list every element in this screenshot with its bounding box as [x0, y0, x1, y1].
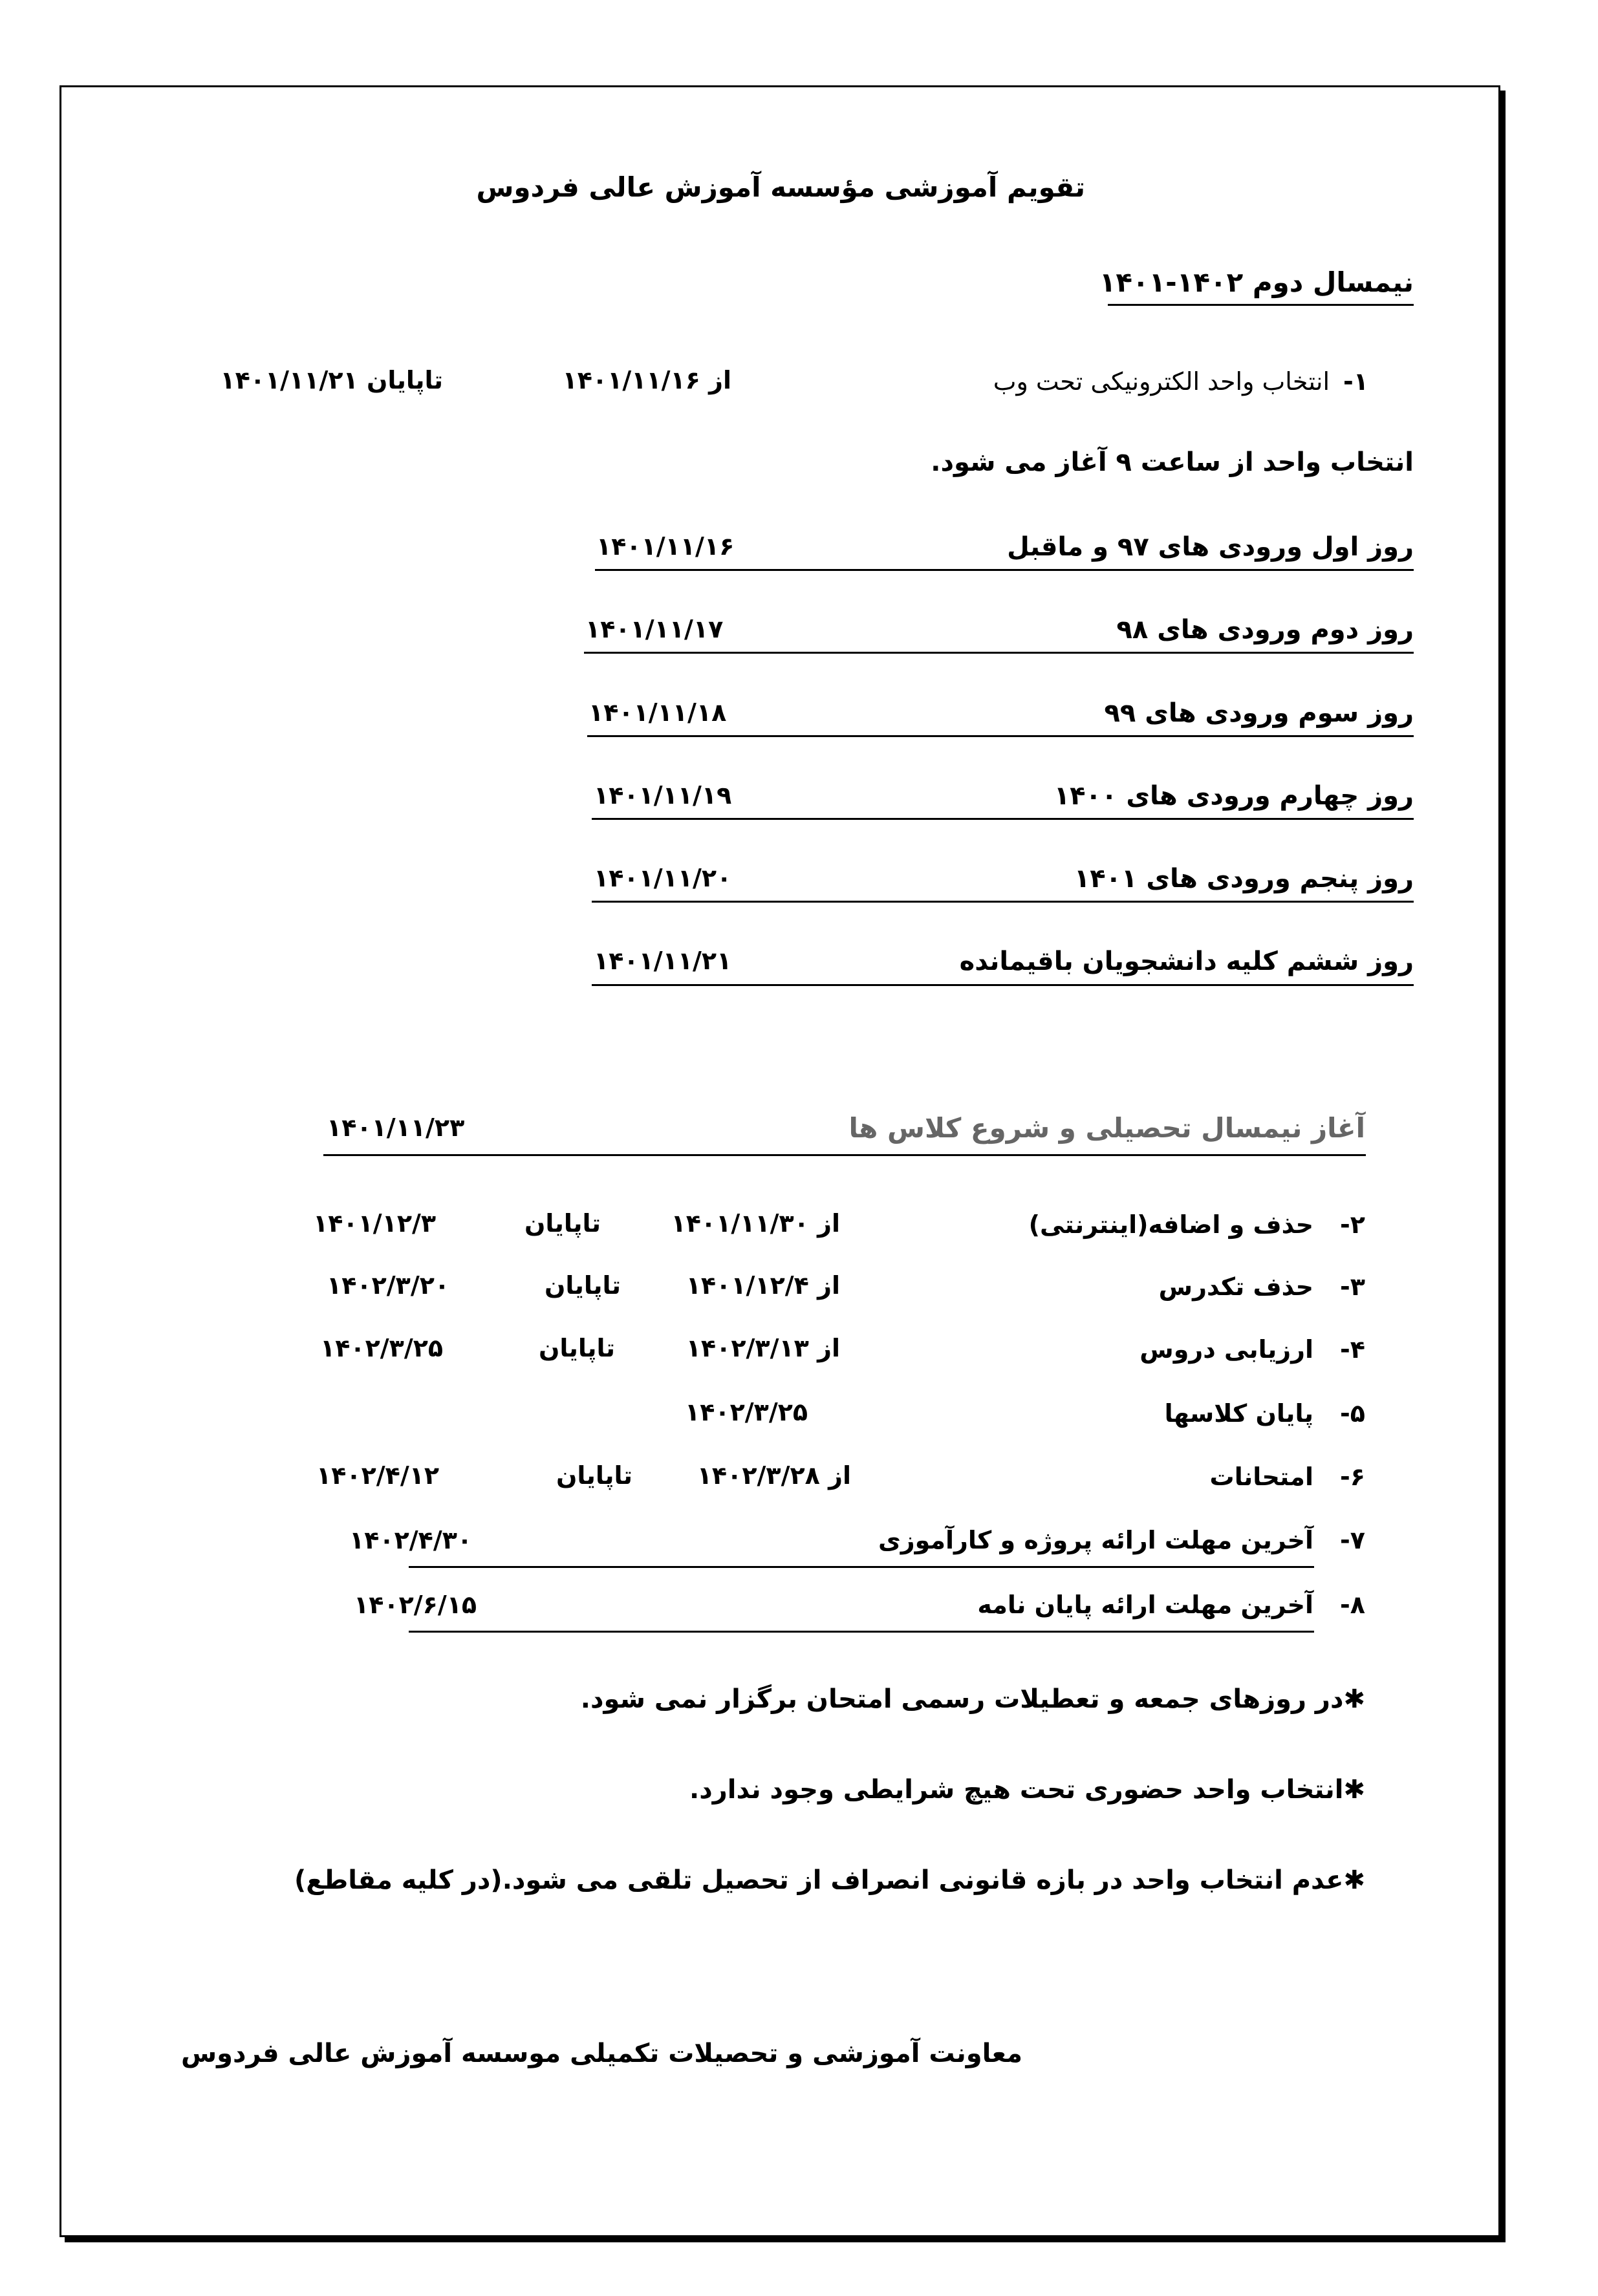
schedule-label: ارزیابی دروس: [1139, 1335, 1313, 1364]
day-underline: [584, 652, 1414, 654]
schedule-to: ۱۴۰۲/۳/۲۵: [320, 1334, 444, 1362]
schedule-until: تاپایان: [544, 1271, 621, 1300]
semester-heading: نیمسال دوم ۱۴۰۲-۱۴۰۱: [1099, 266, 1414, 298]
deadline-number: -۸: [1340, 1591, 1365, 1619]
day-date: ۱۴۰۱/۱۱/۱۹: [594, 781, 732, 810]
day-underline: [592, 901, 1414, 903]
item1-label: انتخاب واحد الکترونیکی تحت وب: [993, 367, 1330, 396]
schedule-from: از ۱۴۰۲/۳/۱۳: [686, 1334, 840, 1362]
day-label: روز دوم ورودی های ۹۸: [1116, 615, 1414, 645]
day-date: ۱۴۰۱/۱۱/۲۰: [594, 864, 732, 892]
day-underline: [592, 818, 1414, 820]
deadline-label: آخرین مهلت ارائه پایان نامه: [977, 1591, 1313, 1619]
schedule-to: ۱۴۰۲/۳/۲۰: [327, 1271, 450, 1300]
page-border: [59, 85, 1500, 2237]
note-item: ✱عدم انتخاب واحد در بازه قانونی انصراف از تحصیل تلقی می شود.(در کلیه مقاطع): [294, 1865, 1365, 1895]
selection-start-note: انتخاب واحد از ساعت ۹ آغاز می شود.: [931, 447, 1414, 477]
schedule-number: -۲: [1340, 1210, 1365, 1239]
schedule-to: ۱۴۰۱/۱۲/۳: [313, 1209, 437, 1238]
day-label: روز چهارم ورودی های ۱۴۰۰: [1053, 781, 1414, 811]
note-item: ✱در روزهای جمعه و تعطیلات رسمی امتحان برگزار نمی شود.: [580, 1684, 1365, 1714]
schedule-date: ۱۴۰۲/۳/۲۵: [685, 1398, 808, 1426]
asterisk-icon: ✱: [1343, 1775, 1365, 1805]
day-label: روز اول ورودی های ۹۷ و ماقبل: [1007, 532, 1414, 562]
classes-start-label: آغاز نیمسال تحصیلی و شروع کلاس ها: [848, 1112, 1365, 1144]
item1-to: تاپایان ۱۴۰۱/۱۱/۲۱: [220, 366, 443, 394]
item1-number: -۱: [1343, 367, 1368, 396]
day-underline: [592, 984, 1414, 986]
footer-signature: معاونت آموزشی و تحصیلات تکمیلی موسسه آموزش عالی فردوس: [180, 2039, 1022, 2068]
day-label: روز ششم کلیه دانشجویان باقیمانده: [959, 947, 1414, 976]
schedule-until: تاپایان: [556, 1461, 632, 1490]
day-underline: [595, 569, 1414, 571]
schedule-from: از ۱۴۰۱/۱۲/۴: [686, 1271, 840, 1300]
schedule-from: از ۱۴۰۲/۳/۲۸: [696, 1461, 851, 1490]
asterisk-icon: ✱: [1343, 1684, 1365, 1714]
day-underline: [587, 735, 1414, 737]
deadline-underline: [409, 1631, 1314, 1633]
schedule-number: -۵: [1340, 1399, 1365, 1428]
day-date: ۱۴۰۱/۱۱/۲۱: [594, 947, 732, 975]
item1-from: از ۱۴۰۱/۱۱/۱۶: [562, 366, 731, 394]
schedule-number: -۴: [1340, 1335, 1365, 1364]
deadline-number: -۷: [1340, 1526, 1365, 1554]
page-title: تقویم آموزشی مؤسسه آموزش عالی فردوس: [476, 171, 1085, 203]
schedule-number: -۳: [1340, 1272, 1365, 1301]
semester-underline: [1108, 304, 1414, 306]
schedule-label: پایان کلاسها: [1164, 1399, 1313, 1428]
deadline-date: ۱۴۰۲/۴/۳۰: [349, 1526, 473, 1554]
deadline-underline: [409, 1566, 1314, 1568]
classes-start-underline: [323, 1154, 1366, 1156]
classes-start-date: ۱۴۰۱/۱۱/۲۳: [327, 1113, 465, 1142]
day-date: ۱۴۰۱/۱۱/۱۶: [596, 532, 735, 561]
asterisk-icon: ✱: [1343, 1865, 1365, 1895]
schedule-label: حذف تکدرس: [1158, 1272, 1313, 1301]
schedule-label: امتحانات: [1209, 1463, 1313, 1491]
schedule-until: تاپایان: [524, 1209, 601, 1238]
schedule-until: تاپایان: [538, 1334, 615, 1362]
note-item: ✱انتخاب واحد حضوری تحت هیچ شرایطی وجود ندارد.: [689, 1775, 1365, 1805]
schedule-label: حذف و اضافه(اینترنتی): [1028, 1210, 1313, 1239]
schedule-to: ۱۴۰۲/۴/۱۲: [316, 1461, 440, 1490]
day-date: ۱۴۰۱/۱۱/۱۷: [585, 615, 724, 643]
schedule-from: از ۱۴۰۱/۱۱/۳۰: [671, 1209, 840, 1238]
schedule-number: -۶: [1340, 1463, 1365, 1491]
day-label: روز پنجم ورودی های ۱۴۰۱: [1074, 864, 1414, 894]
deadline-label: آخرین مهلت ارائه پروژه و کارآموزی: [878, 1526, 1313, 1554]
day-date: ۱۴۰۱/۱۱/۱۸: [588, 698, 727, 727]
day-label: روز سوم ورودی های ۹۹: [1104, 698, 1414, 728]
deadline-date: ۱۴۰۲/۶/۱۵: [354, 1591, 477, 1619]
